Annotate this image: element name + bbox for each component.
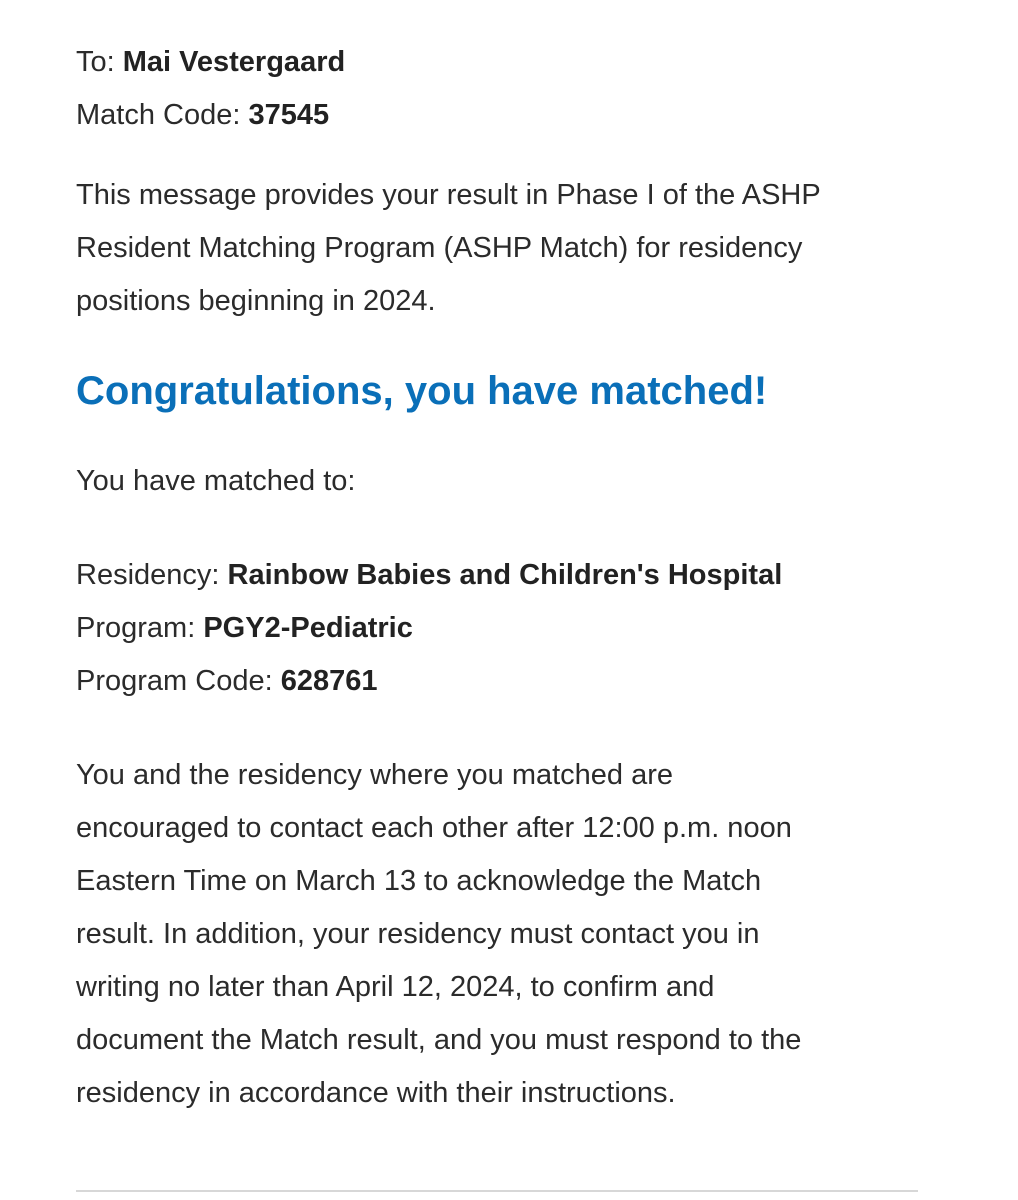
program-label: Program: (76, 612, 204, 644)
closing-line: writing no later than April 12, 2024, to confirm and (76, 971, 715, 1003)
match-details (76, 549, 936, 708)
closing-line: You and the residency where you matched are (76, 759, 674, 791)
intro-line: Resident Matching Program (ASHP Match) for residency (76, 232, 803, 264)
closing-line: result. In addition, your residency must contact you in (76, 918, 760, 950)
residency-name: Rainbow Babies and Children's Hospital (227, 559, 783, 591)
residency-line (76, 549, 936, 602)
match-code-label: Match Code: (76, 99, 249, 131)
program-line (76, 602, 936, 655)
closing-line: document the Match result, and you must respond to the (76, 1024, 802, 1056)
match-code-line (76, 89, 936, 142)
closing-paragraph (76, 749, 936, 1120)
program-code-label: Program Code: (76, 665, 281, 697)
program-name: PGY2-Pediatric (203, 612, 413, 644)
closing-line: Eastern Time on March 13 to acknowledge the Match (76, 865, 762, 897)
program-code-line (76, 655, 936, 708)
program-code-value: 628761 (280, 665, 378, 697)
email-body (76, 36, 936, 1120)
matched-intro: You have matched to: (76, 465, 356, 497)
intro-paragraph (76, 169, 936, 328)
residency-label: Residency: (76, 559, 228, 591)
recipient-name: Mai Vestergaard (122, 46, 346, 78)
match-code-value: 37545 (248, 99, 330, 131)
section-divider (76, 1190, 918, 1192)
intro-line: This message provides your result in Phase I of the ASHP (76, 179, 821, 211)
intro-line: positions beginning in 2024. (76, 285, 436, 317)
closing-line: residency in accordance with their instructions. (76, 1077, 676, 1109)
match-result-headline: Congratulations, you have matched! (76, 369, 768, 413)
to-label: To: (76, 46, 123, 78)
recipient-line (76, 36, 936, 89)
closing-line: encouraged to contact each other after 12:00 p.m. noon (76, 812, 792, 844)
